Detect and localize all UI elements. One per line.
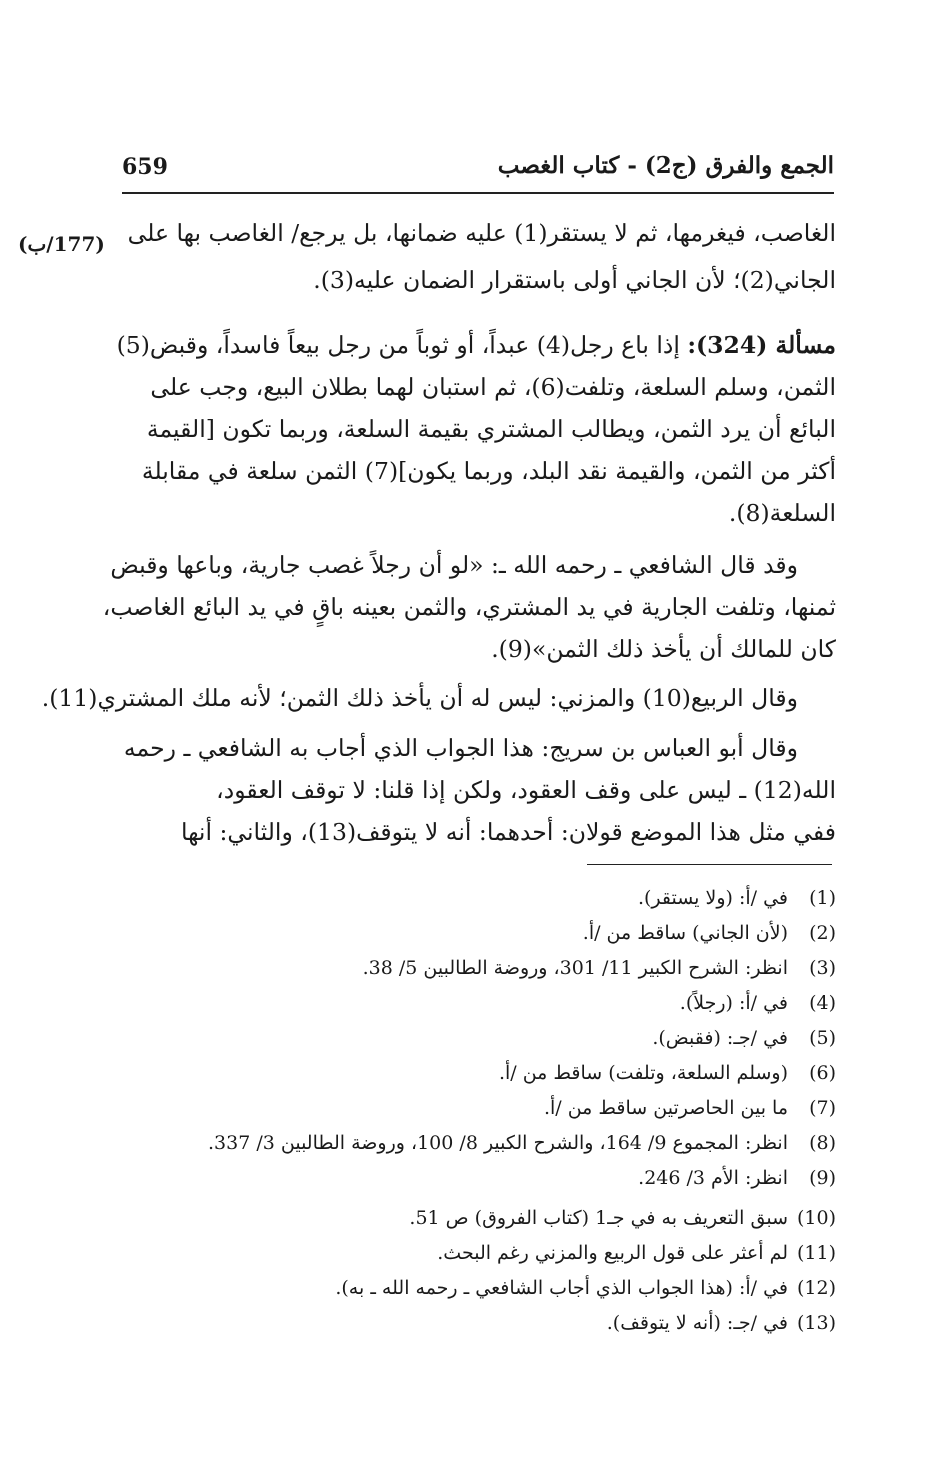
text-line: البائع أن يرد الثمن، ويطالب المشتري بقيمة السلعة، وربما تكون [القيمة	[146, 415, 836, 443]
paragraph-start-line: وقال أبو العباس بن سريج: هذا الجواب الذي أجاب به الشافعي ـ رحمه	[123, 734, 798, 762]
footnote: (4)في /أ: (رجلاً).	[679, 992, 836, 1014]
footnote: (5)في /جـ: (فقبض).	[652, 1027, 836, 1049]
text-line: كان للمالك أن يأخذ ذلك الثمن»(9).	[491, 635, 836, 663]
footnote: (2)(لأن الجاني) ساقط من /أ.	[582, 922, 836, 944]
text-line: ثمنها، وتلفت الجارية في يد المشتري، والثمن بعينه باقٍ في يد البائع الغاصب،	[102, 593, 836, 621]
text-line: الغاصب، فيغرمها، ثم لا يستقر(1) عليه ضمانها، بل يرجع/ الغاصب بها على	[127, 219, 836, 247]
footnote: (13)في /جـ: (أنه لا يتوقف).	[606, 1312, 836, 1334]
footnote: (9)انظر: الأم 3/ 246.	[638, 1167, 836, 1189]
footnote: (3)انظر: الشرح الكبير 11/ 301، وروضة الطالبين 5/ 38.	[362, 957, 836, 979]
paragraph-start-line: وقد قال الشافعي ـ رحمه الله ـ: «لو أن رجلاً غصب جارية، وباعها وقبض	[110, 551, 798, 579]
footnote: (7)ما بين الحاصرتين ساقط من /أ.	[543, 1097, 836, 1119]
page-header	[122, 150, 834, 194]
footnote: (1)في /أ: (ولا يستقر).	[637, 887, 836, 909]
text-line: الثمن، وسلم السلعة، وتلفت(6)، ثم استبان لهما بطلان البيع، وجب على	[150, 373, 836, 401]
paragraph-start-line: وقال الربيع(10) والمزني: ليس له أن يأخذ ذلك الثمن؛ لأنه ملك المشتري(11).	[41, 684, 798, 712]
text-line: ففي مثل هذا الموضع قولان: أحدهما: أنه لا يتوقف(13)، والثاني: أنها	[180, 818, 836, 846]
running-title: الجمع والفرق (ج2) - كتاب الغصب	[497, 152, 834, 179]
footnote: (6)(وسلم السلعة، وتلفت) ساقط من /أ.	[498, 1062, 836, 1084]
footnote: (10)سبق التعريف به في جـ1 (كتاب الفروق) ص 51.	[409, 1207, 836, 1229]
issue-heading-line: مسألة (324): إذا باع رجل(4) عبداً، أو ثوباً من رجل بيعاً فاسداً، وقبض(5)	[116, 331, 836, 359]
text-line: السلعة(8).	[728, 499, 836, 527]
footnote: (8)انظر: المجموع 9/ 164، والشرح الكبير 8/ 100، وروضة الطالبين 3/ 337.	[207, 1132, 836, 1154]
page-number: 659	[122, 154, 168, 180]
footnote: (11)لم أعثر على قول الربيع والمزني رغم البحث.	[437, 1242, 836, 1264]
text-line: الله(12) ـ ليس على وقف العقود، ولكن إذا قلنا: لا توقف العقود،	[216, 776, 836, 804]
footnote: (12)في /أ: (هذا الجواب الذي أجاب الشافعي ـ رحمه الله ـ به).	[335, 1277, 836, 1299]
manuscript-folio-reference: (177/ب)	[18, 232, 105, 256]
issue-label: مسألة (324):	[687, 331, 836, 359]
text-line: الجاني(2)؛ لأن الجاني أولى باستقرار الضمان عليه(3).	[313, 266, 836, 294]
text-line: أكثر من الثمن، والقيمة نقد البلد، وربما يكون](7) الثمن سلعة في مقابلة	[141, 457, 836, 485]
footnote-separator	[587, 864, 832, 865]
